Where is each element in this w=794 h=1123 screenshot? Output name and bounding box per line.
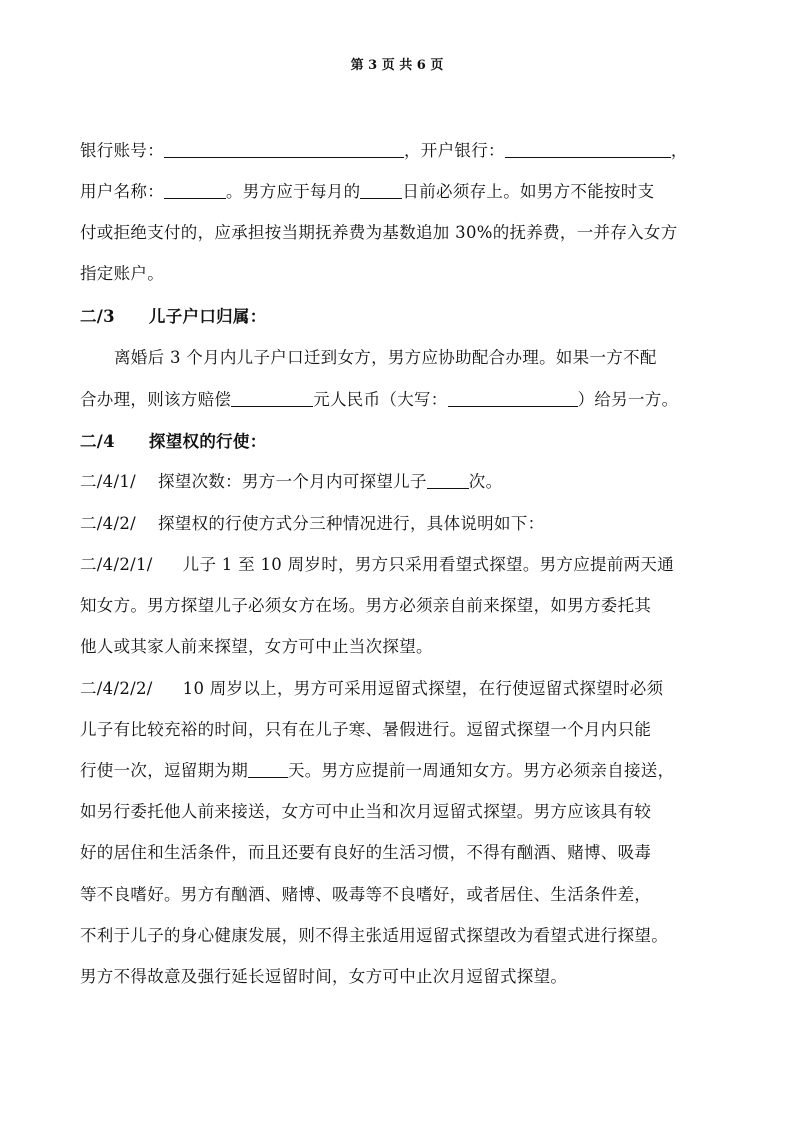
account-name-line <box>80 178 730 202</box>
paragraph-line: 好的居住和生活条件，而且还要有良好的生活习惯，不得有酗酒、赌博、吸毒 <box>80 843 652 862</box>
text-span: 次。 <box>468 472 503 491</box>
bank-account-blank <box>164 142 404 158</box>
paragraph-line: 他人或其家人前来探望，女方可中止当次探望。 <box>80 637 433 656</box>
section-number: 二/4 <box>80 432 115 451</box>
bank-account-label: 银行账号： <box>80 141 164 160</box>
opening-bank-blank <box>505 142 671 158</box>
section-number: 二/3 <box>80 307 115 326</box>
paragraph-line: 男方不得故意及强行延长逗留时间，女方可中止次月逗留式探望。 <box>80 967 568 986</box>
text-span: 日前必须存上。如男方不能按时支 <box>402 182 655 201</box>
punctuation: ， <box>670 141 688 160</box>
clause-number: 二/4/2/ <box>80 514 136 533</box>
compensation-line <box>80 386 730 410</box>
clause-2-4-2 <box>80 510 730 534</box>
section-title: 探望权的行使： <box>148 432 267 451</box>
text-span: ）给另一方。 <box>577 390 679 409</box>
text-span: 10 周岁以上，男方可采用逗留式探望，在行使逗留式探望时必须 <box>182 679 664 698</box>
visit-count-blank <box>427 473 469 489</box>
text-span: 行使一次，逗留期为期 <box>80 761 248 780</box>
text-span: 探望次数：男方一个月内可探望儿子 <box>157 472 427 491</box>
section-title: 儿子户口归属： <box>148 307 267 326</box>
section-heading-2-3 <box>80 303 730 327</box>
text-span: 天。男方应提前一周通知女方。男方必须亲自接送， <box>288 761 675 780</box>
clause-number: 二/4/2/2/ <box>80 679 153 698</box>
paragraph-line: 等不良嗜好。男方有酗酒、赌博、吸毒等不良嗜好，或者居住、生活条件差， <box>80 885 652 904</box>
paragraph-line: 知女方。男方探望儿子必须女方在场。男方必须亲自前来探望，如男方委托其 <box>80 596 652 615</box>
text-span: 元人民币（大写： <box>313 390 448 409</box>
section-heading-2-4 <box>80 428 730 452</box>
paragraph-line: 离婚后 3 个月内儿子户口迁到女方，男方应协助配合办理。如果一方不配 <box>114 348 657 367</box>
stay-duration-line <box>80 757 730 781</box>
paragraph-line: 儿子有比较充裕的时间，只有在儿子寒、暑假进行。逗留式探望一个月内只能 <box>80 720 652 739</box>
paragraph-line: 不利于儿子的身心健康发展，则不得主张适用逗留式探望改为看望式进行探望。 <box>80 926 668 945</box>
text-span: 合办理，则该方赔偿 <box>80 390 232 409</box>
clause-number: 二/4/1/ <box>80 472 136 491</box>
text-span: 。男方应于每月的 <box>226 182 361 201</box>
clause-number: 二/4/2/1/ <box>80 555 153 574</box>
clause-2-4-2-2 <box>80 675 730 699</box>
clause-2-4-1 <box>80 468 730 492</box>
page-indicator: 第 3 页 共 6 页 <box>350 58 444 73</box>
opening-bank-label: ，开户银行： <box>404 141 505 160</box>
text-span: 儿子 1 至 10 周岁时，男方只采用看望式探望。男方应提前两天通 <box>182 555 675 574</box>
text-span: 探望权的行使方式分三种情况进行，具体说明如下： <box>157 514 545 533</box>
stay-days-blank <box>248 762 288 778</box>
account-name-blank <box>164 183 226 199</box>
clause-2-4-2-1 <box>80 551 730 575</box>
paragraph-line: 指定账户。 <box>80 264 164 283</box>
amount-in-words-blank <box>448 391 578 407</box>
payment-day-blank <box>360 183 402 199</box>
compensation-amount-blank <box>231 391 313 407</box>
paragraph-line: 如另行委托他人前来接送，女方可中止当和次月逗留式探望。男方应该具有较 <box>80 802 652 821</box>
bank-account-line <box>80 137 730 161</box>
account-name-label: 用户名称： <box>80 182 164 201</box>
paragraph-line: 付或拒绝支付的，应承担按当期抚养费为基数追加 30%的抚养费，一并存入女方 <box>80 223 678 242</box>
